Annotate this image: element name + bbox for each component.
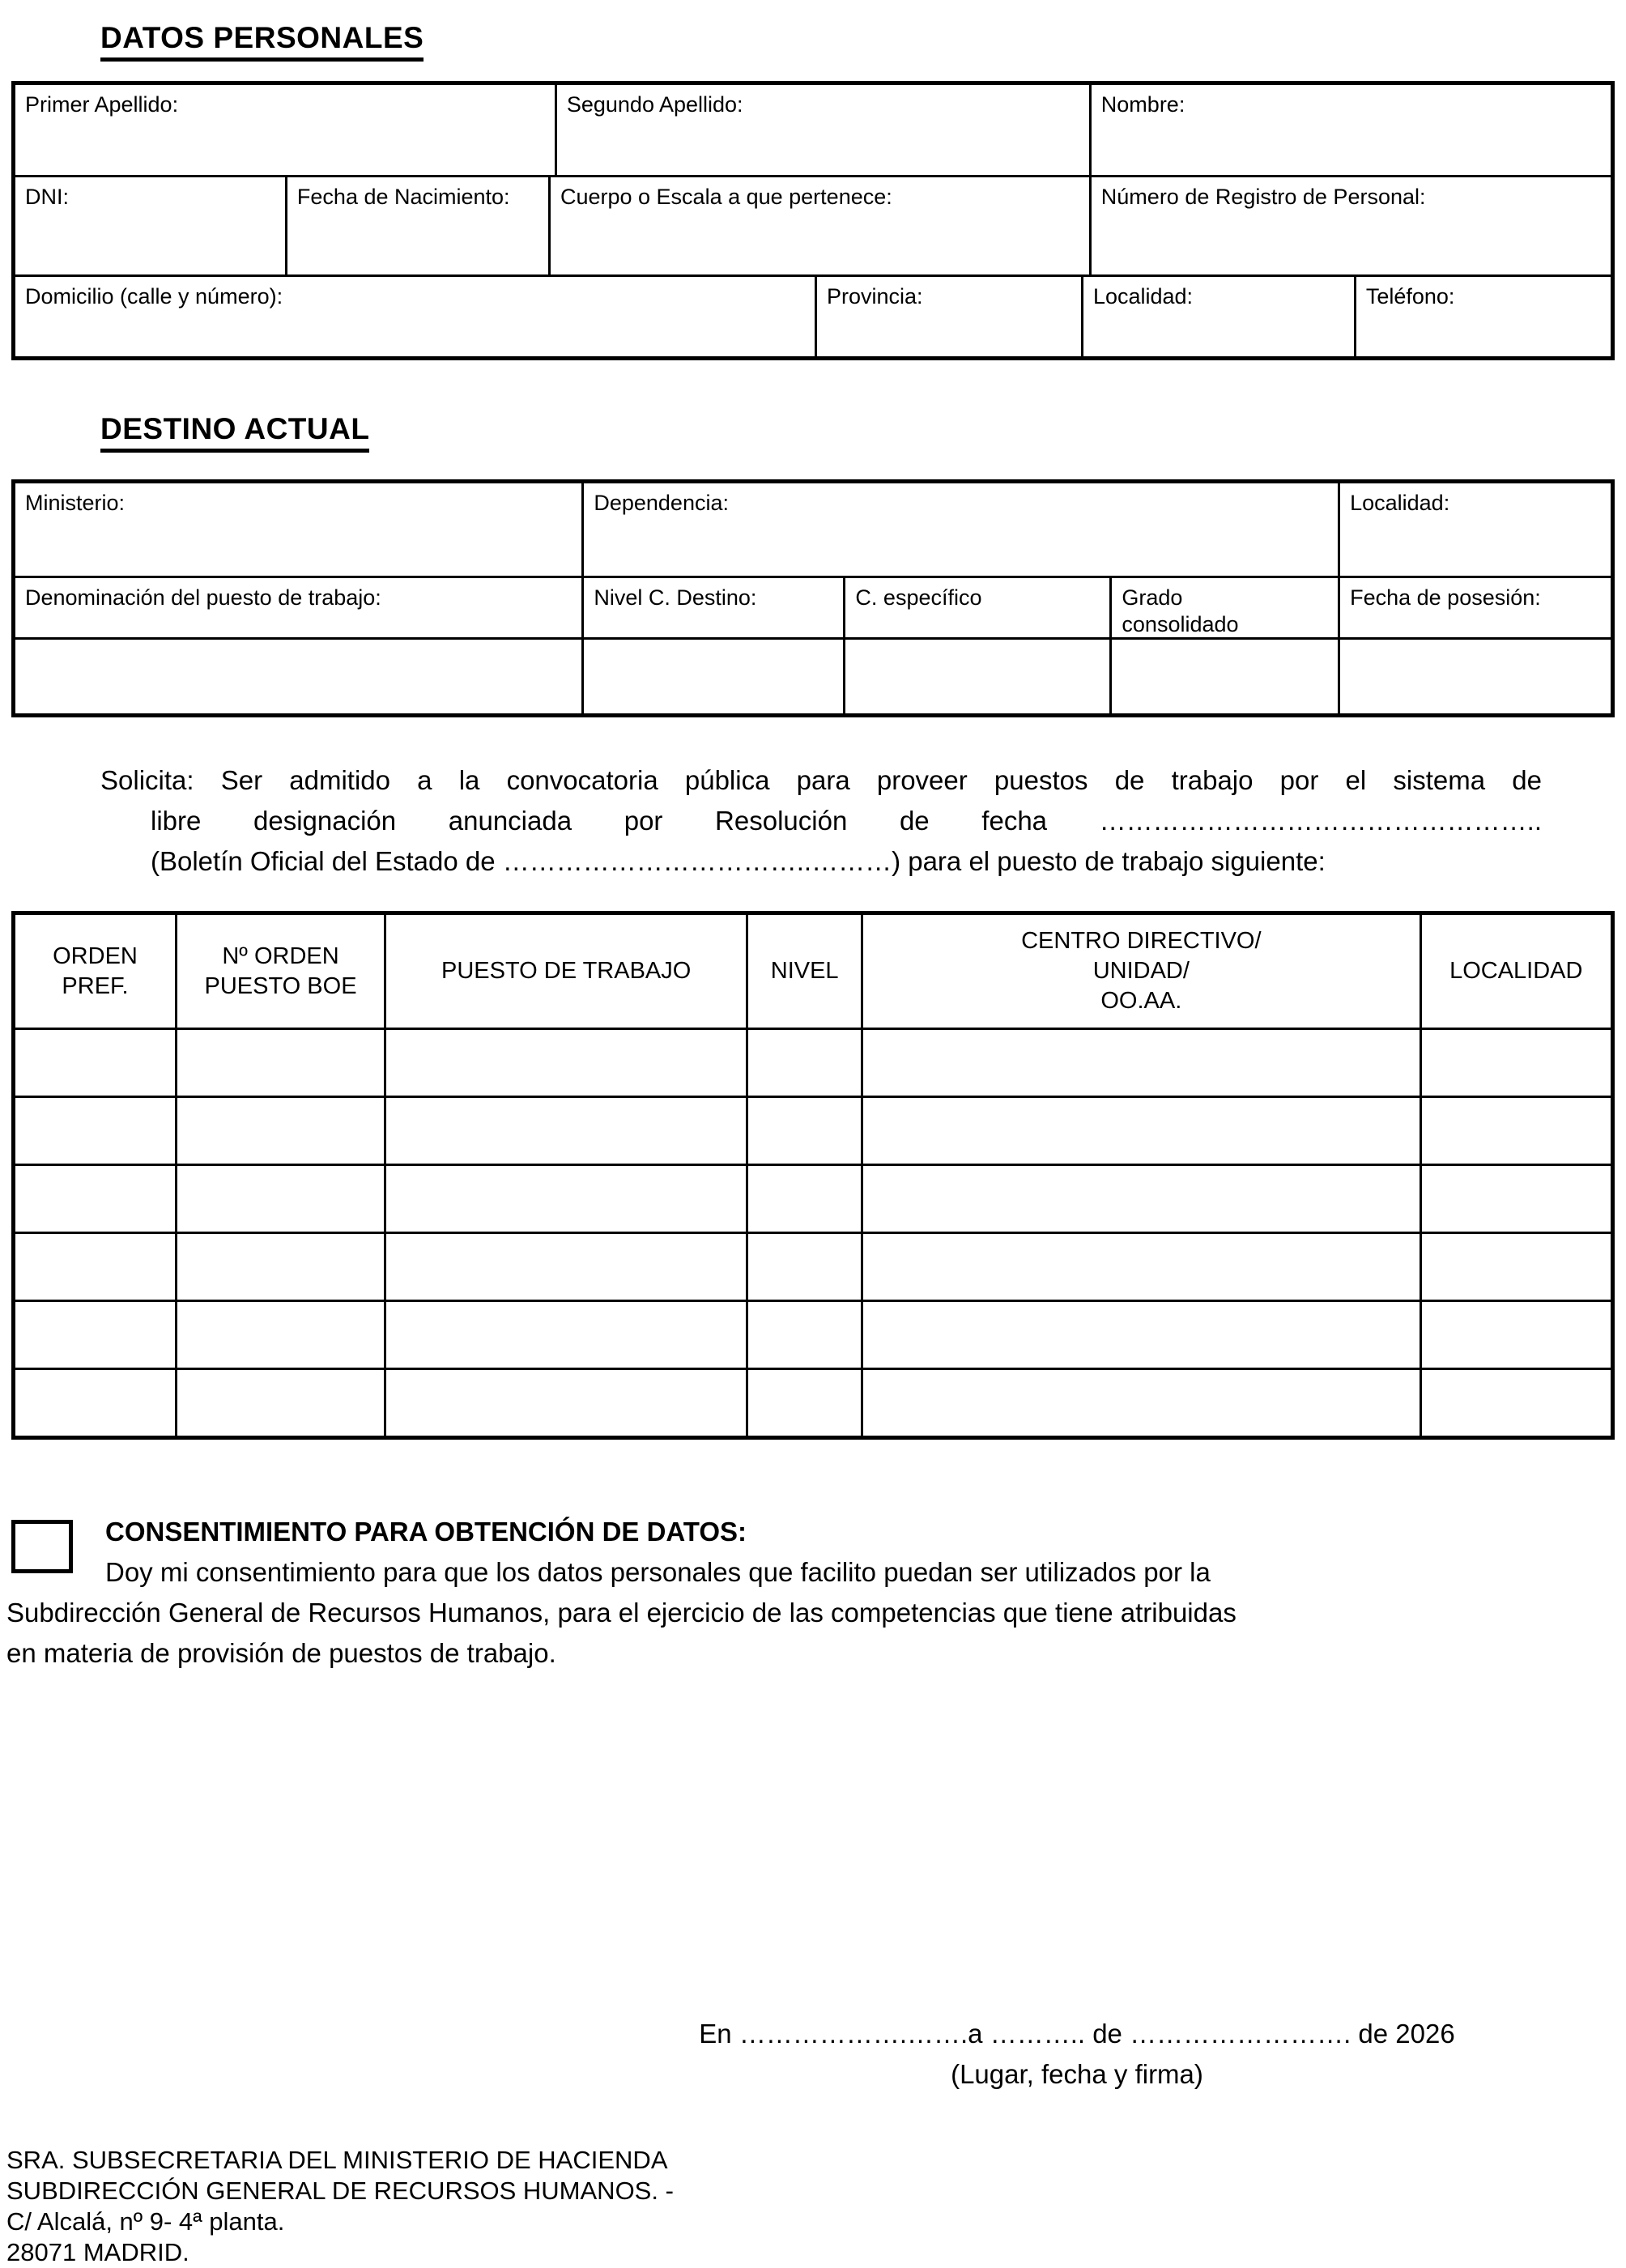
puestos-cell[interactable] (175, 1166, 384, 1232)
label-grado-consolidado (1109, 578, 1338, 637)
field-label: C. específico (855, 585, 982, 610)
puestos-table (11, 911, 1615, 1440)
field-label: Nombre: (1100, 92, 1185, 117)
col-header-text: PUESTO BOE (204, 972, 357, 999)
datos-personales-table (11, 81, 1615, 360)
field-label: Grado (1122, 585, 1183, 610)
field-ministerio[interactable] (15, 483, 581, 576)
field-numero-registro[interactable] (1089, 177, 1611, 274)
field-label: Segundo Apellido: (566, 92, 743, 117)
puestos-row (15, 1368, 1611, 1436)
puestos-row (15, 1096, 1611, 1164)
puestos-cell[interactable] (861, 1098, 1420, 1164)
puestos-cell[interactable] (175, 1302, 384, 1368)
field-label: Número de Registro de Personal: (1100, 185, 1426, 209)
puestos-cell[interactable] (861, 1030, 1420, 1096)
field-c-especifico-value[interactable] (843, 640, 1109, 713)
puestos-cell[interactable] (15, 1166, 175, 1232)
field-label: Cuerpo o Escala a que pertenece: (560, 185, 892, 209)
field-label: Denominación del puesto de trabajo: (25, 585, 381, 610)
col-header-text: PREF. (62, 972, 129, 999)
puestos-cell[interactable] (1420, 1302, 1611, 1368)
consent-text-line: Doy mi consentimiento para que los datos personales que facilito puedan ser utilizados por la (105, 1557, 1211, 1587)
field-nivel-destino-value[interactable] (581, 640, 843, 713)
label-nivel-destino (581, 578, 843, 637)
puestos-cell[interactable] (746, 1234, 861, 1300)
field-segundo-apellido[interactable] (555, 85, 1089, 175)
field-provincia[interactable] (815, 277, 1081, 356)
footer-line: SUBDIRECCIÓN GENERAL DE RECURSOS HUMANOS. - (6, 2177, 674, 2205)
table-row (15, 637, 1611, 713)
field-localidad-destino[interactable] (1338, 483, 1611, 576)
field-label: Teléfono: (1365, 284, 1455, 308)
field-label: consolidado (1122, 612, 1239, 636)
puestos-row (15, 1232, 1611, 1300)
puestos-cell[interactable] (861, 1370, 1420, 1436)
solicita-line: Solicita: Ser admitido a la convocatoria pública para proveer puestos de trabajo por el sistema de (100, 765, 1542, 795)
field-domicilio[interactable] (15, 277, 815, 356)
col-header-nivel (746, 915, 861, 1028)
table-row (15, 483, 1611, 576)
col-header-text: NIVEL (770, 958, 839, 984)
col-header-puesto-trabajo (384, 915, 746, 1028)
puestos-cell[interactable] (746, 1302, 861, 1368)
solicita-line-fecha-blank: libre designación anunciada por Resolución de fecha ………………………………………….. (151, 806, 1542, 836)
field-label: Fecha de Nacimiento: (296, 185, 510, 209)
section-title-text: DATOS PERSONALES (100, 21, 424, 62)
field-cuerpo-escala[interactable] (548, 177, 1089, 274)
puestos-cell[interactable] (15, 1030, 175, 1096)
puestos-cell[interactable] (175, 1030, 384, 1096)
field-label: Localidad: (1092, 284, 1194, 308)
col-header-text: CENTRO DIRECTIVO/ (1021, 928, 1262, 954)
place-date-signature-caption: (Lugar, fecha y firma) (951, 2059, 1203, 2089)
puestos-cell[interactable] (861, 1234, 1420, 1300)
puestos-cell[interactable] (384, 1166, 746, 1232)
destino-actual-table (11, 479, 1615, 717)
puestos-cell[interactable] (384, 1030, 746, 1096)
table-row (15, 274, 1611, 356)
puestos-cell[interactable] (746, 1098, 861, 1164)
field-label: Primer Apellido: (25, 92, 179, 117)
solicita-paragraph (100, 760, 1542, 882)
field-dependencia[interactable] (581, 483, 1338, 576)
field-label: Domicilio (calle y número): (25, 284, 283, 308)
puestos-cell[interactable] (15, 1302, 175, 1368)
puestos-row (15, 1300, 1611, 1368)
field-label: Fecha de posesión: (1350, 585, 1541, 610)
puestos-cell[interactable] (1420, 1234, 1611, 1300)
col-header-text: OO.AA. (1100, 988, 1182, 1014)
field-fecha-posesion-value[interactable] (1338, 640, 1611, 713)
solicita-line-boe-blank: (Boletín Oficial del Estado de ……………………………..………) para el puesto de trabajo siguiente: (151, 846, 1326, 876)
table-row (15, 85, 1611, 175)
puestos-row (15, 1164, 1611, 1232)
field-primer-apellido[interactable] (15, 85, 555, 175)
puestos-cell[interactable] (746, 1370, 861, 1436)
table-row (15, 576, 1611, 637)
date-blank-line: En ……………….…….a ……….. de ……………………. de 2026 (699, 2019, 1455, 2049)
col-header-orden-pref (15, 915, 175, 1028)
puestos-cell[interactable] (1420, 1370, 1611, 1436)
section-title-destino-actual (100, 412, 1626, 451)
section-title-text: DESTINO ACTUAL (100, 412, 369, 453)
col-header-text: UNIDAD/ (1092, 958, 1190, 984)
col-header-text: Nº ORDEN (222, 943, 339, 969)
puestos-cell[interactable] (384, 1370, 746, 1436)
field-localidad[interactable] (1081, 277, 1354, 356)
field-label: DNI: (25, 185, 69, 209)
puestos-cell[interactable] (175, 1234, 384, 1300)
puestos-cell[interactable] (1420, 1098, 1611, 1164)
puestos-cell[interactable] (861, 1166, 1420, 1232)
puestos-cell[interactable] (175, 1098, 384, 1164)
puestos-cell[interactable] (1420, 1030, 1611, 1096)
field-fecha-nacimiento[interactable] (285, 177, 548, 274)
puestos-cell[interactable] (384, 1234, 746, 1300)
field-label: Localidad: (1350, 491, 1450, 515)
puestos-header-row (15, 915, 1611, 1028)
puestos-cell[interactable] (15, 1370, 175, 1436)
puestos-cell[interactable] (746, 1030, 861, 1096)
table-row (15, 175, 1611, 274)
field-nombre[interactable] (1089, 85, 1611, 175)
signature-block (531, 2014, 1623, 2095)
footer-line: C/ Alcalá, nº 9- 4ª planta. (6, 2207, 285, 2236)
label-denominacion (15, 578, 581, 637)
field-grado-consolidado-value[interactable] (1109, 640, 1338, 713)
consent-text-line: Subdirección General de Recursos Humanos, para el ejercicio de las competencias que tiene atribuidas (6, 1598, 1237, 1628)
field-telefono[interactable] (1354, 277, 1611, 356)
col-header-centro-directivo (861, 915, 1420, 1028)
section-title-datos-personales (100, 21, 1626, 60)
field-label: Dependencia: (594, 491, 729, 515)
footer-line: SRA. SUBSECRETARIA DEL MINISTERIO DE HACIENDA (6, 2146, 668, 2174)
label-fecha-posesion (1338, 578, 1611, 637)
col-header-text: ORDEN (53, 943, 138, 969)
addressee-footer (6, 2145, 1626, 2268)
col-header-localidad (1420, 915, 1611, 1028)
col-header-num-orden-boe (175, 915, 384, 1028)
field-dni[interactable] (15, 177, 285, 274)
label-c-especifico (843, 578, 1109, 637)
field-label: Ministerio: (25, 491, 126, 515)
consent-section (6, 1512, 1545, 1674)
puestos-cell[interactable] (384, 1302, 746, 1368)
puestos-cell[interactable] (861, 1302, 1420, 1368)
consent-title: CONSENTIMIENTO PARA OBTENCIÓN DE DATOS: (105, 1517, 747, 1547)
puestos-cell[interactable] (15, 1234, 175, 1300)
col-header-text: PUESTO DE TRABAJO (441, 958, 692, 984)
puestos-cell[interactable] (384, 1098, 746, 1164)
col-header-text: LOCALIDAD (1449, 958, 1583, 984)
puestos-cell[interactable] (175, 1370, 384, 1436)
footer-line: 28071 MADRID. (6, 2238, 189, 2266)
field-label: Provincia: (826, 284, 923, 308)
field-denominacion-value[interactable] (15, 640, 581, 713)
consent-text-line: en materia de provisión de puestos de trabajo. (6, 1638, 556, 1668)
puestos-cell[interactable] (1420, 1166, 1611, 1232)
field-label: Nivel C. Destino: (594, 585, 757, 610)
consent-checkbox[interactable] (11, 1520, 73, 1573)
puestos-cell[interactable] (15, 1098, 175, 1164)
puestos-cell[interactable] (746, 1166, 861, 1232)
puestos-row (15, 1028, 1611, 1096)
